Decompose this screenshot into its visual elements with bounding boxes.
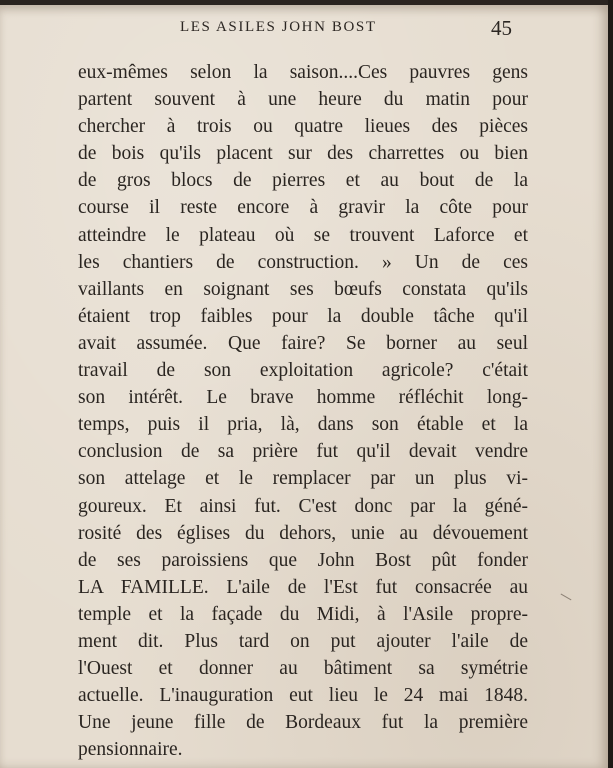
margin-mark: [561, 587, 576, 601]
text-line: son attelage et le remplacer par un plus vi-: [78, 468, 528, 490]
book-page: [0, 5, 608, 768]
text-line: l'Ouest et donner au bâtiment sa symétrie: [78, 658, 528, 680]
page-edge: [608, 0, 613, 768]
body-text: [78, 59, 528, 763]
text-line: conclusion de sa prière fut qu'il devait vendre: [78, 441, 528, 463]
text-line: LA FAMILLE. L'aile de l'Est fut consacrée au: [78, 576, 528, 598]
text-line: avait assumée. Que faire? Se borner au seul: [78, 332, 528, 354]
text-line: étaient trop faibles pour la double tâche qu'il: [78, 305, 528, 327]
text-line: de bois qu'ils placent sur des charrettes ou bien: [78, 143, 528, 165]
text-line: de ses paroissiens que John Bost pût fonder: [78, 549, 528, 571]
text-line: son intérêt. Le brave homme réfléchit long-: [78, 387, 528, 409]
text-line: eux-mêmes selon la saison....Ces pauvres gens: [78, 62, 528, 83]
text-line: actuelle. L'inauguration eut lieu le 24 mai 1848.: [78, 685, 528, 707]
text-line: rosité des églises du dehors, unie au dévouement: [78, 522, 528, 544]
running-title: LES ASILES JOHN BOST: [180, 19, 377, 35]
text-line: partent souvent à une heure du matin pour: [78, 89, 528, 111]
text-line: atteindre le plateau où se trouvent Laforce et: [78, 224, 528, 246]
text-line: de gros blocs de pierres et au bout de la: [78, 170, 528, 192]
page-number: 45: [491, 16, 512, 40]
text-line: les chantiers de construction. » Un de ces: [78, 251, 528, 273]
text-line: travail de son exploitation agricole? c'était: [78, 360, 528, 382]
text-line: vaillants en soignant ses bœufs constata qu'ils: [78, 278, 528, 300]
page-header: [0, 17, 608, 41]
text-line: temps, puis il pria, là, dans son étable et la: [78, 414, 528, 436]
text-line: chercher à trois ou quatre lieues des pièces: [78, 116, 528, 138]
text-line: ment dit. Plus tard on put ajouter l'aile de: [78, 630, 528, 652]
text-line: course il reste encore à gravir la côte pour: [78, 197, 528, 219]
text-line: temple et la façade du Midi, à l'Asile propre-: [78, 603, 528, 625]
text-line: Une jeune fille de Bordeaux fut la première: [78, 712, 528, 734]
text-line: goureux. Et ainsi fut. C'est donc par la géné-: [78, 495, 528, 517]
text-line: pensionnaire.: [78, 739, 183, 761]
